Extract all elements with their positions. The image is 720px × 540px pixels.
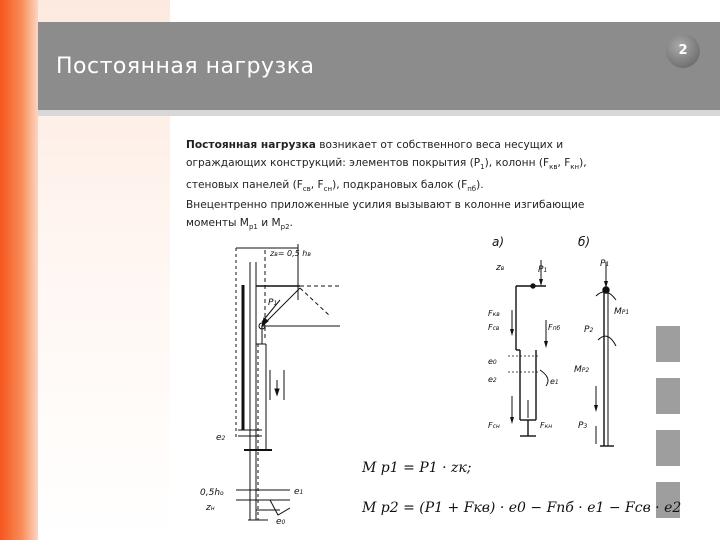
lbl: св	[492, 325, 500, 332]
formula-mp1: M р1 = P1 · zк;	[362, 460, 472, 476]
lbl: F	[488, 323, 493, 332]
arrowhead	[510, 417, 514, 424]
text: .	[289, 217, 293, 229]
lbl: в	[307, 251, 311, 258]
subscript: кн	[570, 163, 580, 172]
lbl: F	[540, 421, 545, 430]
lbl: 2	[492, 377, 497, 384]
page-number-badge: 2	[666, 34, 700, 68]
text: возникает от собственного веса несущих и ограждающих конструкций: элементов покрытия (P	[186, 139, 564, 169]
label-zv	[269, 249, 311, 258]
label-05h	[200, 488, 224, 498]
formula-mp2: M р2 = (P1 + Fкв) · e0 − Fпб · e1 − Fсв · e2	[362, 500, 682, 516]
lbl: 0,5h	[200, 488, 221, 498]
subscript: пб	[467, 185, 477, 194]
lbl: 0	[281, 519, 286, 526]
label-a-fpb	[548, 323, 561, 332]
text: , F	[557, 157, 571, 169]
lbl: н	[210, 505, 215, 512]
label-e0	[276, 517, 286, 527]
label-a-e0	[488, 357, 497, 366]
lbl: 1	[273, 300, 278, 307]
lbl: кн	[544, 423, 553, 430]
label-a-zv	[495, 263, 505, 273]
lbl: 3	[583, 423, 588, 430]
arrowhead	[275, 389, 279, 395]
lbl: F	[548, 323, 553, 332]
lbl: M	[574, 365, 582, 375]
lbl: 1	[605, 261, 610, 268]
scheme-a-drawing	[508, 260, 548, 436]
lbl: 2	[221, 435, 226, 442]
lbl: в	[500, 265, 505, 272]
label-b-mp1	[614, 307, 629, 317]
text: и M	[257, 217, 281, 229]
text: ).	[476, 179, 484, 192]
text: , F	[310, 179, 324, 192]
subscript: 1	[480, 163, 485, 172]
load-node	[531, 284, 535, 288]
label-a-fkv	[488, 309, 500, 318]
term-permanent-load: Постоянная нагрузка	[186, 139, 316, 151]
subscript: св	[302, 185, 311, 194]
column-section-drawing	[236, 244, 340, 520]
lbl: F	[488, 309, 493, 318]
lbl: z	[206, 503, 211, 513]
lbl: 1	[543, 267, 548, 274]
lbl: P2	[581, 367, 590, 374]
text: ), стеновых панелей (F	[186, 157, 587, 192]
subscript: р2	[280, 223, 290, 232]
lbl: кв	[492, 311, 500, 318]
lbl: 0	[492, 359, 497, 366]
lbl: P1	[621, 309, 630, 316]
lbl: M	[614, 307, 622, 317]
moment-arc	[540, 370, 548, 386]
text: ), подкрановых балок (F	[332, 179, 468, 192]
label-zn	[205, 503, 215, 513]
lbl: z	[496, 263, 501, 273]
lbl: e	[550, 377, 555, 386]
label-b-mp2	[574, 365, 589, 375]
lbl: e	[294, 487, 300, 497]
label-e1	[294, 487, 303, 497]
label-a-e1	[550, 377, 559, 386]
label-b-p3	[578, 421, 587, 431]
label-a-e2	[488, 375, 497, 384]
label-a-fsv	[488, 323, 500, 332]
lbl: P	[268, 298, 274, 308]
scheme-b-drawing	[594, 262, 616, 446]
lbl: F	[488, 421, 493, 430]
panel-a-label: a)	[492, 235, 505, 249]
lbl: пб	[552, 325, 561, 332]
arrowhead	[510, 329, 514, 336]
lbl: в	[274, 251, 278, 258]
lbl: = 0,5 h	[277, 249, 308, 258]
lbl: P	[584, 325, 590, 335]
label-a-fsn	[488, 421, 500, 430]
subscript: сн	[323, 185, 333, 194]
arrowhead	[544, 341, 548, 348]
arrowhead	[594, 405, 598, 412]
lbl: P	[600, 259, 606, 269]
truss-diagonal	[300, 288, 330, 316]
label-b-p1	[600, 259, 609, 269]
lbl: e	[276, 517, 282, 527]
panel-b-label: б)	[578, 235, 591, 249]
lbl: 2	[589, 327, 594, 334]
lbl: e	[488, 375, 493, 384]
label-b-p2	[584, 325, 593, 335]
label-e2	[216, 433, 226, 443]
slide-title: Постоянная нагрузка	[56, 54, 315, 79]
lbl: 1	[554, 379, 559, 386]
lbl: P	[578, 421, 584, 431]
lbl: z	[270, 249, 275, 258]
label-a-p1	[538, 265, 547, 275]
lbl: e	[216, 433, 222, 443]
label-p1	[268, 298, 277, 308]
text: Внецентренно приложенные усилия вызывают в колонне изгибающие моменты M	[186, 199, 585, 229]
label-a-fkn	[540, 421, 552, 430]
arrowhead	[539, 279, 543, 286]
lbl: 1	[299, 489, 304, 496]
lbl: сн	[492, 423, 500, 430]
subscript: кв	[549, 163, 558, 172]
lbl: P	[538, 265, 544, 275]
eccentricity-mark	[270, 500, 290, 515]
text: ), колонн (F	[484, 157, 550, 169]
subscript: р1	[248, 223, 258, 232]
lbl: о	[220, 490, 224, 497]
lbl: e	[488, 357, 493, 366]
moment-arc	[598, 336, 616, 346]
